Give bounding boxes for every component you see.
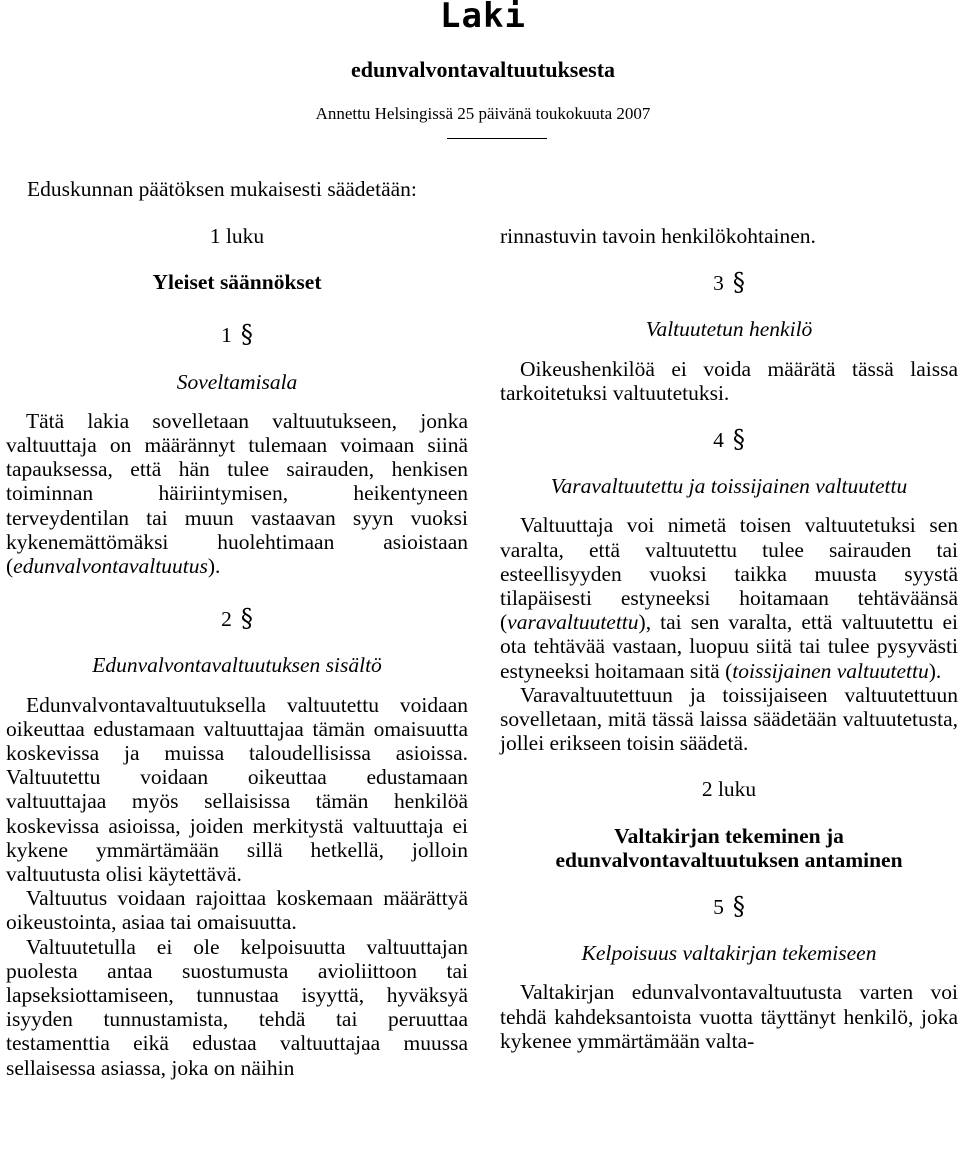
section-sign-icon: § [732,424,745,454]
section-sign-icon: § [732,891,745,921]
section-2-paragraph-3: Valtuutetulla ei ole kelpoisuutta valtuuttajan puolesta antaa suostumusta avioliittoon tai lapseksiottamiseen, tunnustaa isyyttä, hyväksyä isyyden tunnustamista, tehdä tai peruuttaa testamenttia eikä edustaa valtuuttajaa muussa sellaisessa asiassa, joka on näihin [6,934,468,1080]
enactment-date: Annettu Helsingissä 25 päivänä toukokuuta 2007 [315,104,651,123]
section-4-term-1: varavaltuutettu [507,610,639,635]
chapter-2-number: 2 luku [701,777,757,802]
section-5-title: Kelpoisuus valtakirjan tekemiseen [581,941,877,966]
section-4-number: 4 [713,428,724,453]
section-4-paragraph-2: Varavaltuutettuun ja toissijaiseen valtuutettuun sovelletaan, mitä tässä laissa säädetään valtuutetusta, jollei erikseen toisin säädetä. [500,682,958,756]
section-4-paragraph-1 [500,513,958,682]
section-4-body-b: ), tai sen varalta, että valtuutettu ei ota tehtävää vastaan, luopuu siitä tai tulee pysyvästi estyneeksi hoitamaan sitä ( [500,610,958,683]
section-4-body-c: ). [928,658,942,683]
chapter-1-number: 1 luku [209,224,265,248]
chapter-1-title: Yleiset säännökset [152,270,322,295]
law-title: Laki [440,0,526,36]
right-column [500,224,958,1053]
section-sign-icon: § [240,319,253,350]
section-4-heading [500,424,958,454]
section-1-heading [6,319,468,350]
section-3-title: Valtuutetun henkilö [645,317,813,342]
left-column [6,224,468,1080]
section-4-term-2: toissijainen valtuutettu [732,658,929,683]
section-3-heading [500,267,958,297]
section-3-text: Oikeushenkilöä ei voida määrätä tässä laissa tarkoitetuksi valtuutetuksi. [500,356,958,405]
section-2-continuation: rinnastuvin tavoin henkilökohtainen. [500,224,816,248]
section-4-body-a: Valtuuttaja voi nimetä toisen valtuutetuksi sen varalta, että valtuutettu tulee sairauden tai esteellisyyden vuoksi taikka muusta syystä tilapäisesti estyneeksi hoitamaan tehtäväänsä ( [500,513,958,635]
section-1-title: Soveltamisala [176,369,298,394]
section-1-number: 1 [221,323,232,348]
section-2-number: 2 [221,607,232,632]
chapter-2-title: Valtakirjan tekeminen ja edunvalvontavaltuutuksen antaminen [555,823,903,872]
section-2-heading [6,603,468,633]
section-2-paragraph-1: Edunvalvontavaltuutuksella valtuutettu voidaan oikeuttaa edustamaan valtuuttajaa tämän omaisuutta koskevissa ja muissa taloudellisissa asioissa. Valtuutettu voidaan oikeuttaa edustamaan valtuuttajaa myös sellaisissa tämän henkilöä koskevissa asioissa, joiden merkitystä valtuuttaja ei kykene ymmärtämään sillä hetkellä, jolloin valtuutusta olisi käytettävä. [6,692,468,887]
section-3-number: 3 [713,271,724,296]
section-5-heading [500,891,958,921]
section-1-end: ). [207,554,221,579]
section-1-text [6,409,468,578]
section-4-title: Varavaltuutettu ja toissijainen valtuutettu [550,474,908,499]
section-5-number: 5 [713,895,724,920]
enactment-clause: Eduskunnan päätöksen mukaisesti säädetään: [27,177,417,201]
title-divider [447,138,547,139]
section-2-paragraph-2: Valtuutus voidaan rajoittaa koskemaan määrättyä oikeustointa, asiaa tai omaisuutta. [6,886,468,935]
section-sign-icon: § [240,603,253,633]
section-1-body: Tätä lakia sovelletaan valtuutukseen, jonka valtuuttaja on määrännyt tulemaan voimaan siinä tapauksessa, että hän tulee sairauden, henkisen toiminnan häiriintymisen, heikentyneen terveydentilan tai muun vastaavan syyn vuoksi kykenemättömäksi huolehtimaan asioistaan ( [6,408,468,579]
section-2-title: Edunvalvontavaltuutuksen sisältö [92,653,382,678]
section-sign-icon: § [732,267,745,297]
section-1-term: edunvalvontavaltuutus [13,554,208,579]
section-5-text: Valtakirjan edunvalvontavaltuutusta varten voi tehdä kahdeksantoista vuotta täyttänyt henkilö, joka kykenee ymmärtämään valta- [500,980,958,1053]
law-subtitle: edunvalvontavaltuutuksesta [350,57,616,82]
